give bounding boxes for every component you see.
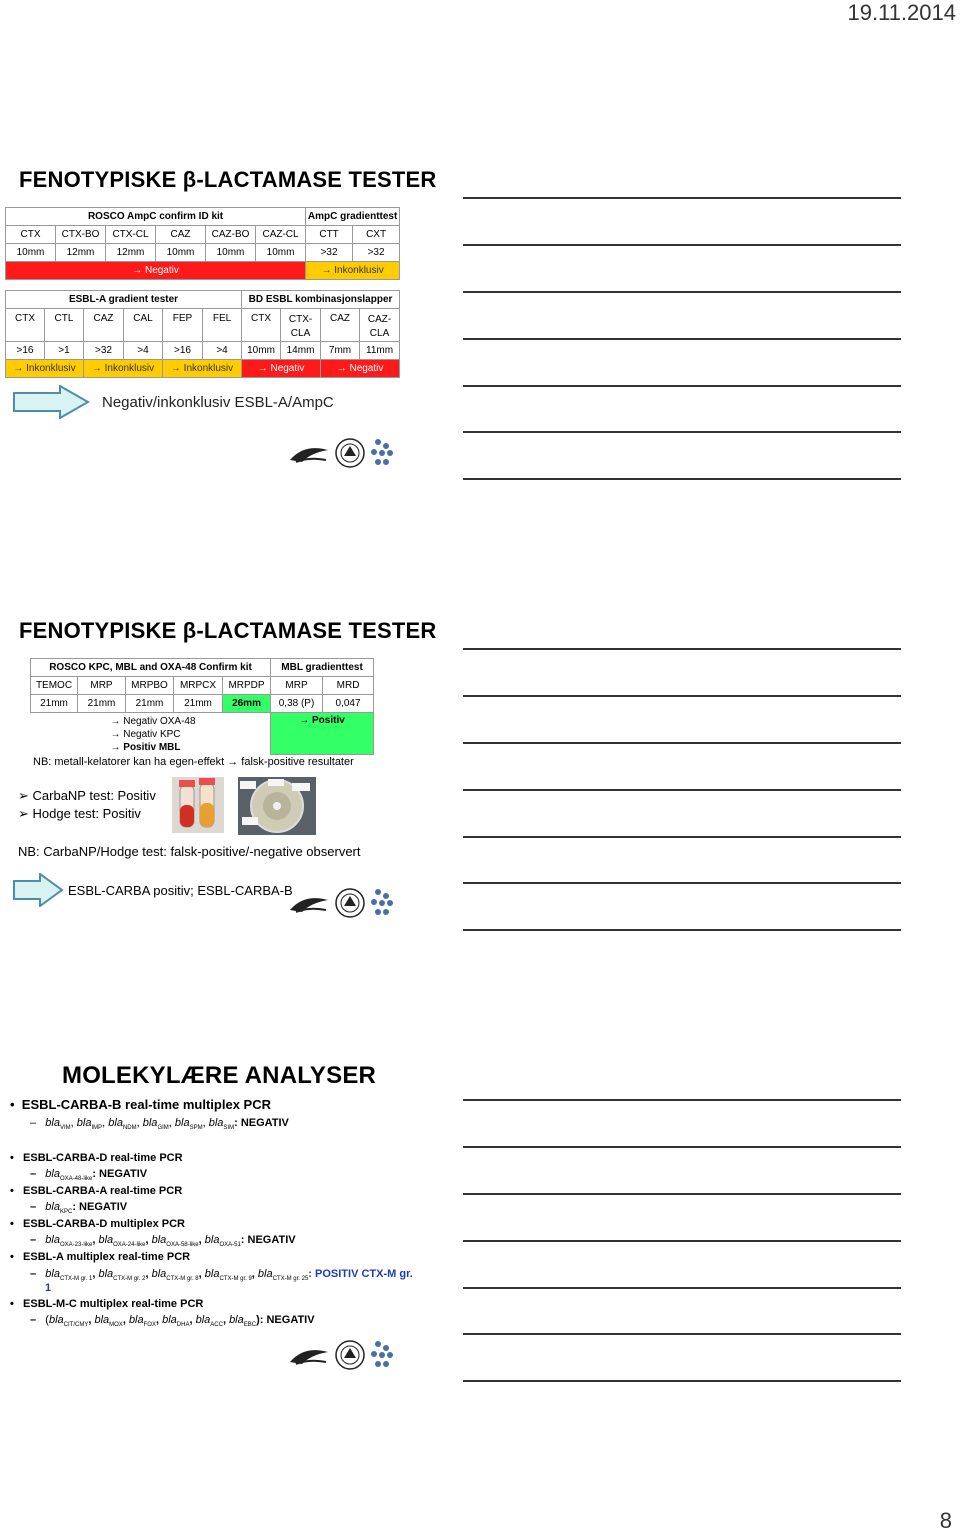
gene-prefix: bla xyxy=(208,1117,224,1129)
bullet-text: ESBL-CARBA-D real-time PCR xyxy=(23,1152,183,1164)
result-inkonklusiv: → Inkonklusiv xyxy=(6,360,84,378)
slide1-title: FENOTYPISKE β-LACTAMASE TESTER xyxy=(19,167,437,192)
gene-prefix: bla xyxy=(45,1201,60,1213)
notes-line xyxy=(463,742,901,744)
gene-sub: SPM xyxy=(189,1125,203,1132)
gene-sub: OXA-51 xyxy=(219,1242,241,1249)
date-stamp: 19.11.2014 xyxy=(847,0,956,25)
table-cell: 10mm xyxy=(242,342,281,360)
bullet-text: ESBL-A multiplex real-time PCR xyxy=(23,1251,191,1263)
table-cell: 14mm xyxy=(281,342,321,360)
paren-open: ( xyxy=(45,1314,49,1326)
gene-line-ctxm: – bla$_{CTX-M gr. 1}$, bla$_{CTX-M gr. 2}$, bla$_{CTX-M gr. 8}$, bla$_{CTX-M gr. 9}$, bla$_{CTX-M gr. 25}$: POSITIV CTX-M gr. xyxy=(30,1268,413,1283)
dash-icon: – xyxy=(30,1234,46,1246)
table-cell: FEP xyxy=(163,309,203,342)
result-text: : NEGATIV xyxy=(240,1234,296,1246)
bullet-carba-a-rt xyxy=(10,1185,182,1197)
notes-line xyxy=(463,1193,901,1195)
table-cell: >4 xyxy=(124,342,163,360)
table-cell: TEMOC xyxy=(31,677,78,695)
dash-icon: – xyxy=(30,1268,46,1280)
bullet-carba-d-multiplex xyxy=(10,1218,185,1230)
table-cell: >32 xyxy=(306,244,353,262)
table-cell: MRPCX xyxy=(174,677,223,695)
table-cell: CAZ-BO xyxy=(206,226,256,244)
gene-sub: DHA xyxy=(176,1322,190,1329)
gene-prefix: bla xyxy=(98,1268,114,1280)
gene-prefix: bla xyxy=(76,1117,92,1129)
gene-prefix: bla xyxy=(204,1234,220,1246)
notes-line xyxy=(463,385,901,387)
institution-logos xyxy=(286,1338,401,1372)
table-cell: CTX xyxy=(6,309,45,342)
rosco-kpc-header: ROSCO KPC, MBL and OXA-48 Confirm kit xyxy=(31,659,271,677)
result-inkonklusiv: → Inkonklusiv xyxy=(306,262,400,280)
table-cell: 10mm xyxy=(6,244,56,262)
bullet-arrow-icon: ➢ xyxy=(18,788,33,803)
table-cell: 21mm xyxy=(126,695,174,713)
table-cell: >1 xyxy=(45,342,84,360)
gene-sub: SIM xyxy=(223,1125,235,1132)
result-text: : NEGATIV xyxy=(92,1168,148,1180)
gene-line-oxa: – bla$_{OXA-23-like}$, bla$_{OXA-24-like}$, bla$_{OXA-58-like}$, bla$_{OXA-51}$: NEGATIV xyxy=(30,1234,296,1249)
hodge-plate-photo xyxy=(238,777,316,835)
table-cell: >4 xyxy=(203,342,242,360)
slide3-title: MOLEKYLÆRE ANALYSER xyxy=(62,1062,377,1089)
gene-sub: KPC xyxy=(59,1209,73,1216)
table-cell: CTT xyxy=(306,226,353,244)
result-positiv: → Positiv xyxy=(271,713,374,755)
table-cell: 10mm xyxy=(256,244,306,262)
notes-line xyxy=(463,648,901,650)
main-bullet xyxy=(10,1097,271,1112)
gene-sub: CTX-M gr. 2 xyxy=(113,1276,146,1283)
notes-line xyxy=(463,1146,901,1148)
positive-result-text: : POSITIV CTX-M gr. xyxy=(308,1268,413,1280)
notes-line xyxy=(463,836,901,838)
institution-logos xyxy=(286,436,401,470)
carbapenemase-table xyxy=(30,658,374,755)
gene-prefix: bla xyxy=(45,1268,60,1280)
arrow-right-icon xyxy=(12,385,90,419)
esbl-table xyxy=(5,290,400,378)
dots-logo-icon xyxy=(371,439,393,465)
table-cell: CTX-BO xyxy=(56,226,106,244)
table-cell: 0,047 xyxy=(323,695,374,713)
gene-sub: FOX xyxy=(143,1322,156,1329)
table-cell: 21mm xyxy=(31,695,78,713)
gene-sub: CTX-M gr. 8 xyxy=(166,1276,199,1283)
notes-line xyxy=(463,431,901,433)
bullet-dot-icon: • xyxy=(10,1298,24,1310)
dots-logo-icon xyxy=(371,1341,393,1367)
notes-line xyxy=(463,244,901,246)
table-cell: 12mm xyxy=(56,244,106,262)
table-cell: CAZ xyxy=(156,226,206,244)
bullet-dot-icon: • xyxy=(10,1251,24,1263)
result-text: ): NEGATIV xyxy=(256,1314,315,1326)
gene-prefix: bla xyxy=(174,1117,190,1129)
gene-sub: CIT/CMY xyxy=(63,1322,89,1329)
gene-prefix: bla xyxy=(229,1314,244,1326)
dots-logo-icon xyxy=(371,889,393,915)
table-cell: 0,38 (P) xyxy=(271,695,323,713)
notes-line xyxy=(463,1287,901,1289)
result-negativ: → Negativ xyxy=(6,262,306,280)
gene-prefix: bla xyxy=(162,1314,177,1326)
dash-icon: – xyxy=(30,1201,46,1213)
dash-icon: – xyxy=(30,1168,46,1180)
nb-metall-kelatorer: NB: metall-kelatorer kan ha egen-effekt → falsk-positive resultater xyxy=(33,756,354,768)
gene-sub: CTX-M gr. 25 xyxy=(272,1276,309,1283)
gene-sub: NDM xyxy=(122,1125,137,1132)
gene-prefix: bla xyxy=(45,1117,60,1129)
notes-line xyxy=(463,695,901,697)
notes-line xyxy=(463,929,901,931)
notes-line xyxy=(463,1333,901,1335)
table-cell: MRP xyxy=(78,677,126,695)
table-cell: 10mm xyxy=(156,244,206,262)
gene-prefix: bla xyxy=(257,1268,273,1280)
page-number: 8 xyxy=(939,1508,952,1533)
table-cell: CTX xyxy=(242,309,281,342)
gene-sub: CTX-M gr. 1 xyxy=(59,1276,93,1283)
notes-line xyxy=(463,1240,901,1242)
table-cell: 21mm xyxy=(78,695,126,713)
nb-carbanp-hodge: NB: CarbaNP/Hodge test: falsk-positive/-negative observert xyxy=(18,844,361,859)
table-cell: CAZ- CLA xyxy=(360,309,400,342)
gene-sub: EBC xyxy=(243,1322,257,1329)
bullet-dot-icon: • xyxy=(10,1218,24,1230)
result-negativ-oxa48: → Negativ OXA-48 xyxy=(110,716,196,727)
gene-sub: ACC xyxy=(210,1322,223,1329)
result-positiv-mbl: → Positiv MBL xyxy=(110,742,181,753)
result-text: : NEGATIV xyxy=(72,1201,128,1213)
bullet-text: ESBL-CARBA-B real-time multiplex PCR xyxy=(21,1097,271,1112)
notes-line xyxy=(463,1380,901,1382)
gene-sub: CTX-M gr. 9 xyxy=(219,1276,252,1283)
notes-line xyxy=(463,197,901,199)
mbl-gradient-header: MBL gradienttest xyxy=(271,659,374,677)
table-cell: CXT xyxy=(353,226,400,244)
table-cell: CAZ xyxy=(321,309,360,342)
table-cell: CAL xyxy=(124,309,163,342)
esbl-a-gradient-header: ESBL-A gradient tester xyxy=(6,291,242,309)
test-tube-photo xyxy=(172,777,224,833)
arrow-right-icon xyxy=(12,873,64,907)
bird-logo-icon xyxy=(290,898,328,912)
table-cell: MRP xyxy=(271,677,323,695)
table-cell: 12mm xyxy=(106,244,156,262)
notes-line xyxy=(463,338,901,340)
bullet-carbanp xyxy=(18,788,156,804)
slide2-title: FENOTYPISKE β-LACTAMASE TESTER xyxy=(19,618,437,643)
gene-prefix: bla xyxy=(142,1117,158,1129)
result-inkonklusiv: → Inkonklusiv xyxy=(84,360,163,378)
bullet-dot-icon: • xyxy=(10,1152,24,1164)
ampc-gradient-header: AmpC gradienttest xyxy=(306,208,400,226)
gene-sub: OXA-23-like xyxy=(59,1242,93,1249)
table-cell: MRPDP xyxy=(223,677,271,695)
gene-prefix: bla xyxy=(151,1268,167,1280)
table-cell: FEL xyxy=(203,309,242,342)
notes-line xyxy=(463,789,901,791)
table-cell: >16 xyxy=(6,342,45,360)
positive-result-cont: 1 xyxy=(45,1282,52,1294)
gene-prefix: bla xyxy=(45,1168,60,1180)
gene-line-kpc xyxy=(30,1201,127,1215)
gene-prefix: bla xyxy=(108,1117,123,1129)
result-negativ: → Negativ xyxy=(321,360,400,378)
gene-prefix: bla xyxy=(128,1314,144,1326)
university-seal-icon xyxy=(336,889,364,917)
bird-logo-icon xyxy=(290,1350,328,1364)
bullet-arrow-icon: ➢ xyxy=(18,806,33,821)
gene-prefix: bla xyxy=(195,1314,211,1326)
institution-logos xyxy=(286,886,401,920)
table-cell: >32 xyxy=(353,244,400,262)
bullet-carba-d-rt xyxy=(10,1152,183,1164)
gene-prefix: bla xyxy=(204,1268,220,1280)
gene-sub: OXA-24-like xyxy=(113,1242,146,1249)
bd-esbl-header: BD ESBL kombinasjonslapper xyxy=(242,291,400,309)
dash-icon: – xyxy=(30,1117,46,1129)
bullet-text: ESBL-CARBA-A real-time PCR xyxy=(23,1185,183,1197)
table-cell: 10mm xyxy=(206,244,256,262)
result-negativ: → Negativ xyxy=(242,360,321,378)
gene-sub: IMP xyxy=(91,1125,103,1132)
gene-prefix: bla xyxy=(151,1234,167,1246)
notes-line xyxy=(463,291,901,293)
table-cell: CAZ-CL xyxy=(256,226,306,244)
gene-line-oxa48 xyxy=(30,1168,147,1182)
bullet-text: CarbaNP test: Positiv xyxy=(32,788,156,803)
gene-prefix: bla xyxy=(98,1234,114,1246)
slide2-conclusion: ESBL-CARBA positiv; ESBL-CARBA-B xyxy=(68,883,293,898)
table-cell: 7mm xyxy=(321,342,360,360)
result-inkonklusiv: → Inkonklusiv xyxy=(163,360,242,378)
rosco-ampc-header: ROSCO AmpC confirm ID kit xyxy=(6,208,306,226)
notes-line xyxy=(463,478,901,480)
table-cell-highlight: 26mm xyxy=(223,695,271,713)
main-bullet-genes: – bla$_{VIM}$, bla$_{IMP}$, bla$_{NDM}$, bla$_{GIM}$, bla$_{SPM}$, bla$_{SIM}$: NEGATIV xyxy=(30,1117,289,1132)
bullet-dot-icon: • xyxy=(10,1097,22,1112)
bullet-esbl-a xyxy=(10,1251,190,1263)
gene-sub: MOX xyxy=(109,1322,123,1329)
table-cell: MRPBO xyxy=(126,677,174,695)
bullet-dot-icon: • xyxy=(10,1185,24,1197)
university-seal-icon xyxy=(336,1341,364,1369)
notes-line xyxy=(463,882,901,884)
gene-sub: GIM xyxy=(157,1125,169,1132)
table-cell: MRD xyxy=(323,677,374,695)
bird-logo-icon xyxy=(290,448,328,462)
bullet-hodge xyxy=(18,806,141,822)
table-cell: CTL xyxy=(45,309,84,342)
university-seal-icon xyxy=(336,439,364,467)
result-text: : NEGATIV xyxy=(234,1117,289,1129)
table-cell: 21mm xyxy=(174,695,223,713)
gene-line-ampc: – (bla$_{CIT/CMY}$, bla$_{MOX}$, bla$_{FOX}$, bla$_{DHA}$, bla$_{ACC}$, bla$_{EBC}$): NEGATIV xyxy=(30,1314,315,1329)
table-cell: CTX- CLA xyxy=(281,309,321,342)
notes-line xyxy=(463,1099,901,1101)
ampc-table xyxy=(5,207,400,280)
bullet-text: ESBL-CARBA-D multiplex PCR xyxy=(23,1218,185,1230)
table-cell: 11mm xyxy=(360,342,400,360)
table-cell: CTX-CL xyxy=(106,226,156,244)
gene-prefix: bla xyxy=(45,1234,60,1246)
gene-sub: VIM xyxy=(59,1125,71,1132)
dash-icon: – xyxy=(30,1314,46,1326)
gene-prefix: bla xyxy=(48,1314,64,1326)
result-negativ-kpc: → Negativ KPC xyxy=(110,729,181,740)
gene-prefix: bla xyxy=(94,1314,110,1326)
bullet-text: Hodge test: Positiv xyxy=(32,806,141,821)
table-cell: >32 xyxy=(84,342,124,360)
table-cell: CAZ xyxy=(84,309,124,342)
table-cell: >16 xyxy=(163,342,203,360)
gene-sub: OXA-48-like xyxy=(59,1176,93,1183)
table-cell: CTX xyxy=(6,226,56,244)
bullet-text: ESBL-M-C multiplex real-time PCR xyxy=(23,1298,204,1310)
slide1-conclusion: Negativ/inkonklusiv ESBL-A/AmpC xyxy=(102,394,334,411)
gene-sub: OXA-58-like xyxy=(166,1242,199,1249)
bullet-esbl-m-c xyxy=(10,1298,203,1310)
